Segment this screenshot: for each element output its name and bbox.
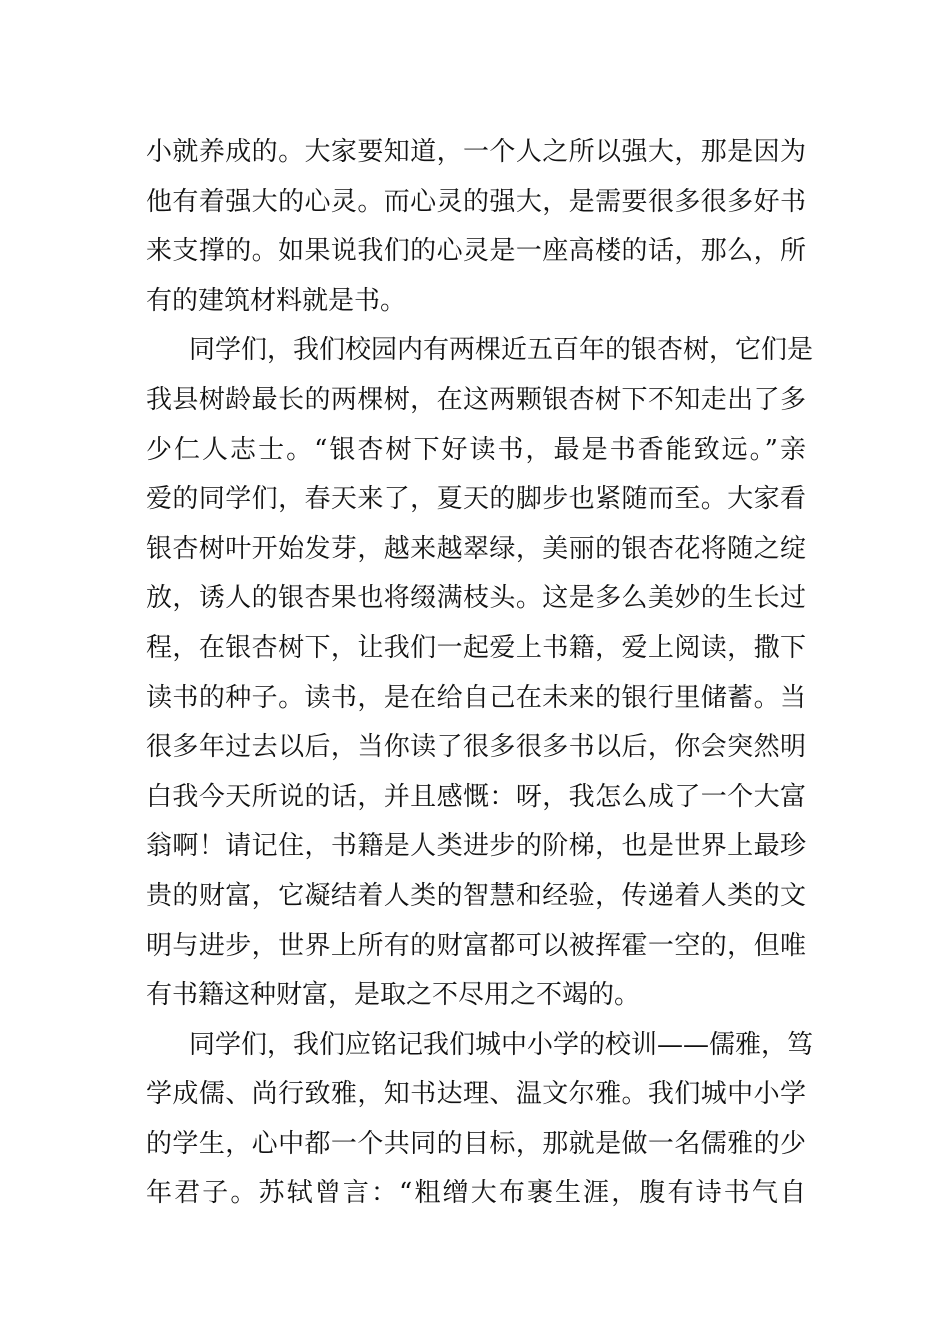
paragraph-first-line: 同学们，我们应铭记我们城中小学的校训——儒雅，笃 [189, 1029, 814, 1060]
paragraph-first-line: 同学们，我们校园内有两棵近五百年的银杏树，它们是 [189, 335, 814, 366]
text-line: 有书籍这种财富，是取之不尽用之不竭的。 [146, 980, 641, 1011]
text-line: 来支撑的。如果说我们的心灵是一座高楼的话，那么，所 [146, 236, 806, 267]
text-line: 少仁人志士。“银杏树下好读书，最是书香能致远。”亲 [146, 434, 806, 465]
text-line: 银杏树叶开始发芽，越来越翠绿，美丽的银杏花将随之绽 [146, 533, 806, 564]
text-line: 我县树龄最长的两棵树，在这两颗银杏树下不知走出了多 [146, 384, 806, 415]
text-line: 放，诱人的银杏果也将缀满枝头。这是多么美妙的生长过 [146, 583, 806, 614]
text-line: 小就养成的。大家要知道，一个人之所以强大，那是因为 [146, 137, 806, 167]
text-line: 爱的同学们，春天来了，夏天的脚步也紧随而至。大家看 [146, 484, 806, 515]
text-line: 程，在银杏树下，让我们一起爱上书籍，爱上阅读，撒下 [146, 632, 806, 663]
text-line: 明与进步，世界上所有的财富都可以被挥霍一空的，但唯 [146, 930, 806, 961]
text-line: 白我今天所说的话，并且感慨：呀，我怎么成了一个大富 [146, 781, 806, 812]
text-line: 读书的种子。读书，是在给自己在未来的银行里储蓄。当 [146, 682, 806, 713]
text-line: 年君子。苏轼曾言：“粗缯大布裹生涯，腹有诗书气自 [146, 1178, 806, 1209]
body-text [146, 128, 814, 1219]
text-line: 他有着强大的心灵。而心灵的强大，是需要很多很多好书 [146, 186, 806, 217]
text-line: 贵的财富，它凝结着人类的智慧和经验，传递着人类的文 [146, 880, 806, 911]
text-line: 很多年过去以后，当你读了很多很多书以后，你会突然明 [146, 732, 806, 763]
text-line: 有的建筑材料就是书。 [146, 285, 407, 316]
text-line: 学成儒、尚行致雅，知书达理、温文尔雅。我们城中小学 [146, 1079, 806, 1110]
text-line: 翁啊！请记住，书籍是人类进步的阶梯，也是世界上最珍 [146, 831, 806, 862]
text-line: 的学生，心中都一个共同的目标，那就是做一名儒雅的少 [146, 1128, 806, 1159]
